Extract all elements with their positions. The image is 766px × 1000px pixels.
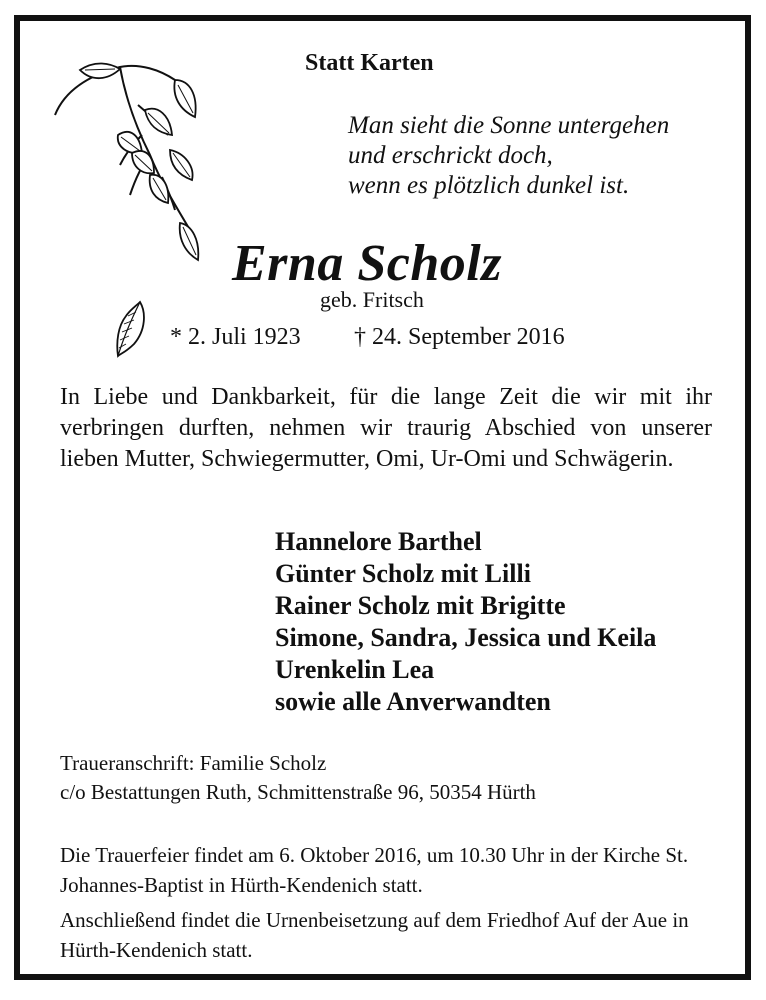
death-date: † 24. September 2016 — [354, 324, 565, 350]
burial-info: Anschließend findet die Urnenbeisetzung auf dem Friedhof Auf der Aue in Hürth-Kendenich statt. — [60, 908, 689, 962]
mourner-name: Simone, Sandra, Jessica und Keila — [275, 623, 657, 652]
birth-date: * 2. Juli 1923 — [170, 324, 301, 350]
service-info: Die Trauerfeier findet am 6. Oktober 2016, um 10.30 Uhr in der Kirche St. Johannes-Baptist in Hürth-Kendenich statt. — [60, 843, 689, 897]
tribute-text: In Liebe und Dankbarkeit, für die lange Zeit die wir mit ihr verbringen durften, nehmen wir traurig Abschied von unserer lieben Mutter, Schwiegermutter, Omi, Ur-Omi und Schwägerin. — [60, 384, 712, 472]
motto-line: Man sieht die Sonne untergehen — [348, 112, 670, 139]
motto-verse — [348, 111, 669, 201]
address-line: c/o Bestattungen Ruth, Schmittenstraße 96, 50354 Hürth — [60, 780, 536, 804]
mourners-list — [275, 526, 656, 718]
birch-branch-icon — [50, 55, 210, 270]
address-line: Traueranschrift: Familie Scholz — [60, 751, 327, 775]
mourner-name: Rainer Scholz mit Brigitte — [275, 591, 566, 620]
motto-line: wenn es plötzlich dunkel ist. — [348, 172, 630, 199]
maiden-name: geb. Fritsch — [320, 287, 424, 312]
mourner-name: Hannelore Barthel — [275, 527, 482, 556]
motto-line: und erschrickt doch, — [348, 142, 553, 169]
mourner-name: Urenkelin Lea — [275, 655, 435, 684]
header-label: Statt Karten — [305, 50, 434, 76]
leaf-icon — [110, 298, 150, 360]
mourner-name: sowie alle Anverwandten — [275, 687, 551, 716]
mourning-address — [60, 749, 536, 807]
mourner-name: Günter Scholz mit Lilli — [275, 559, 531, 588]
deceased-name: Erna Scholz — [232, 235, 502, 292]
